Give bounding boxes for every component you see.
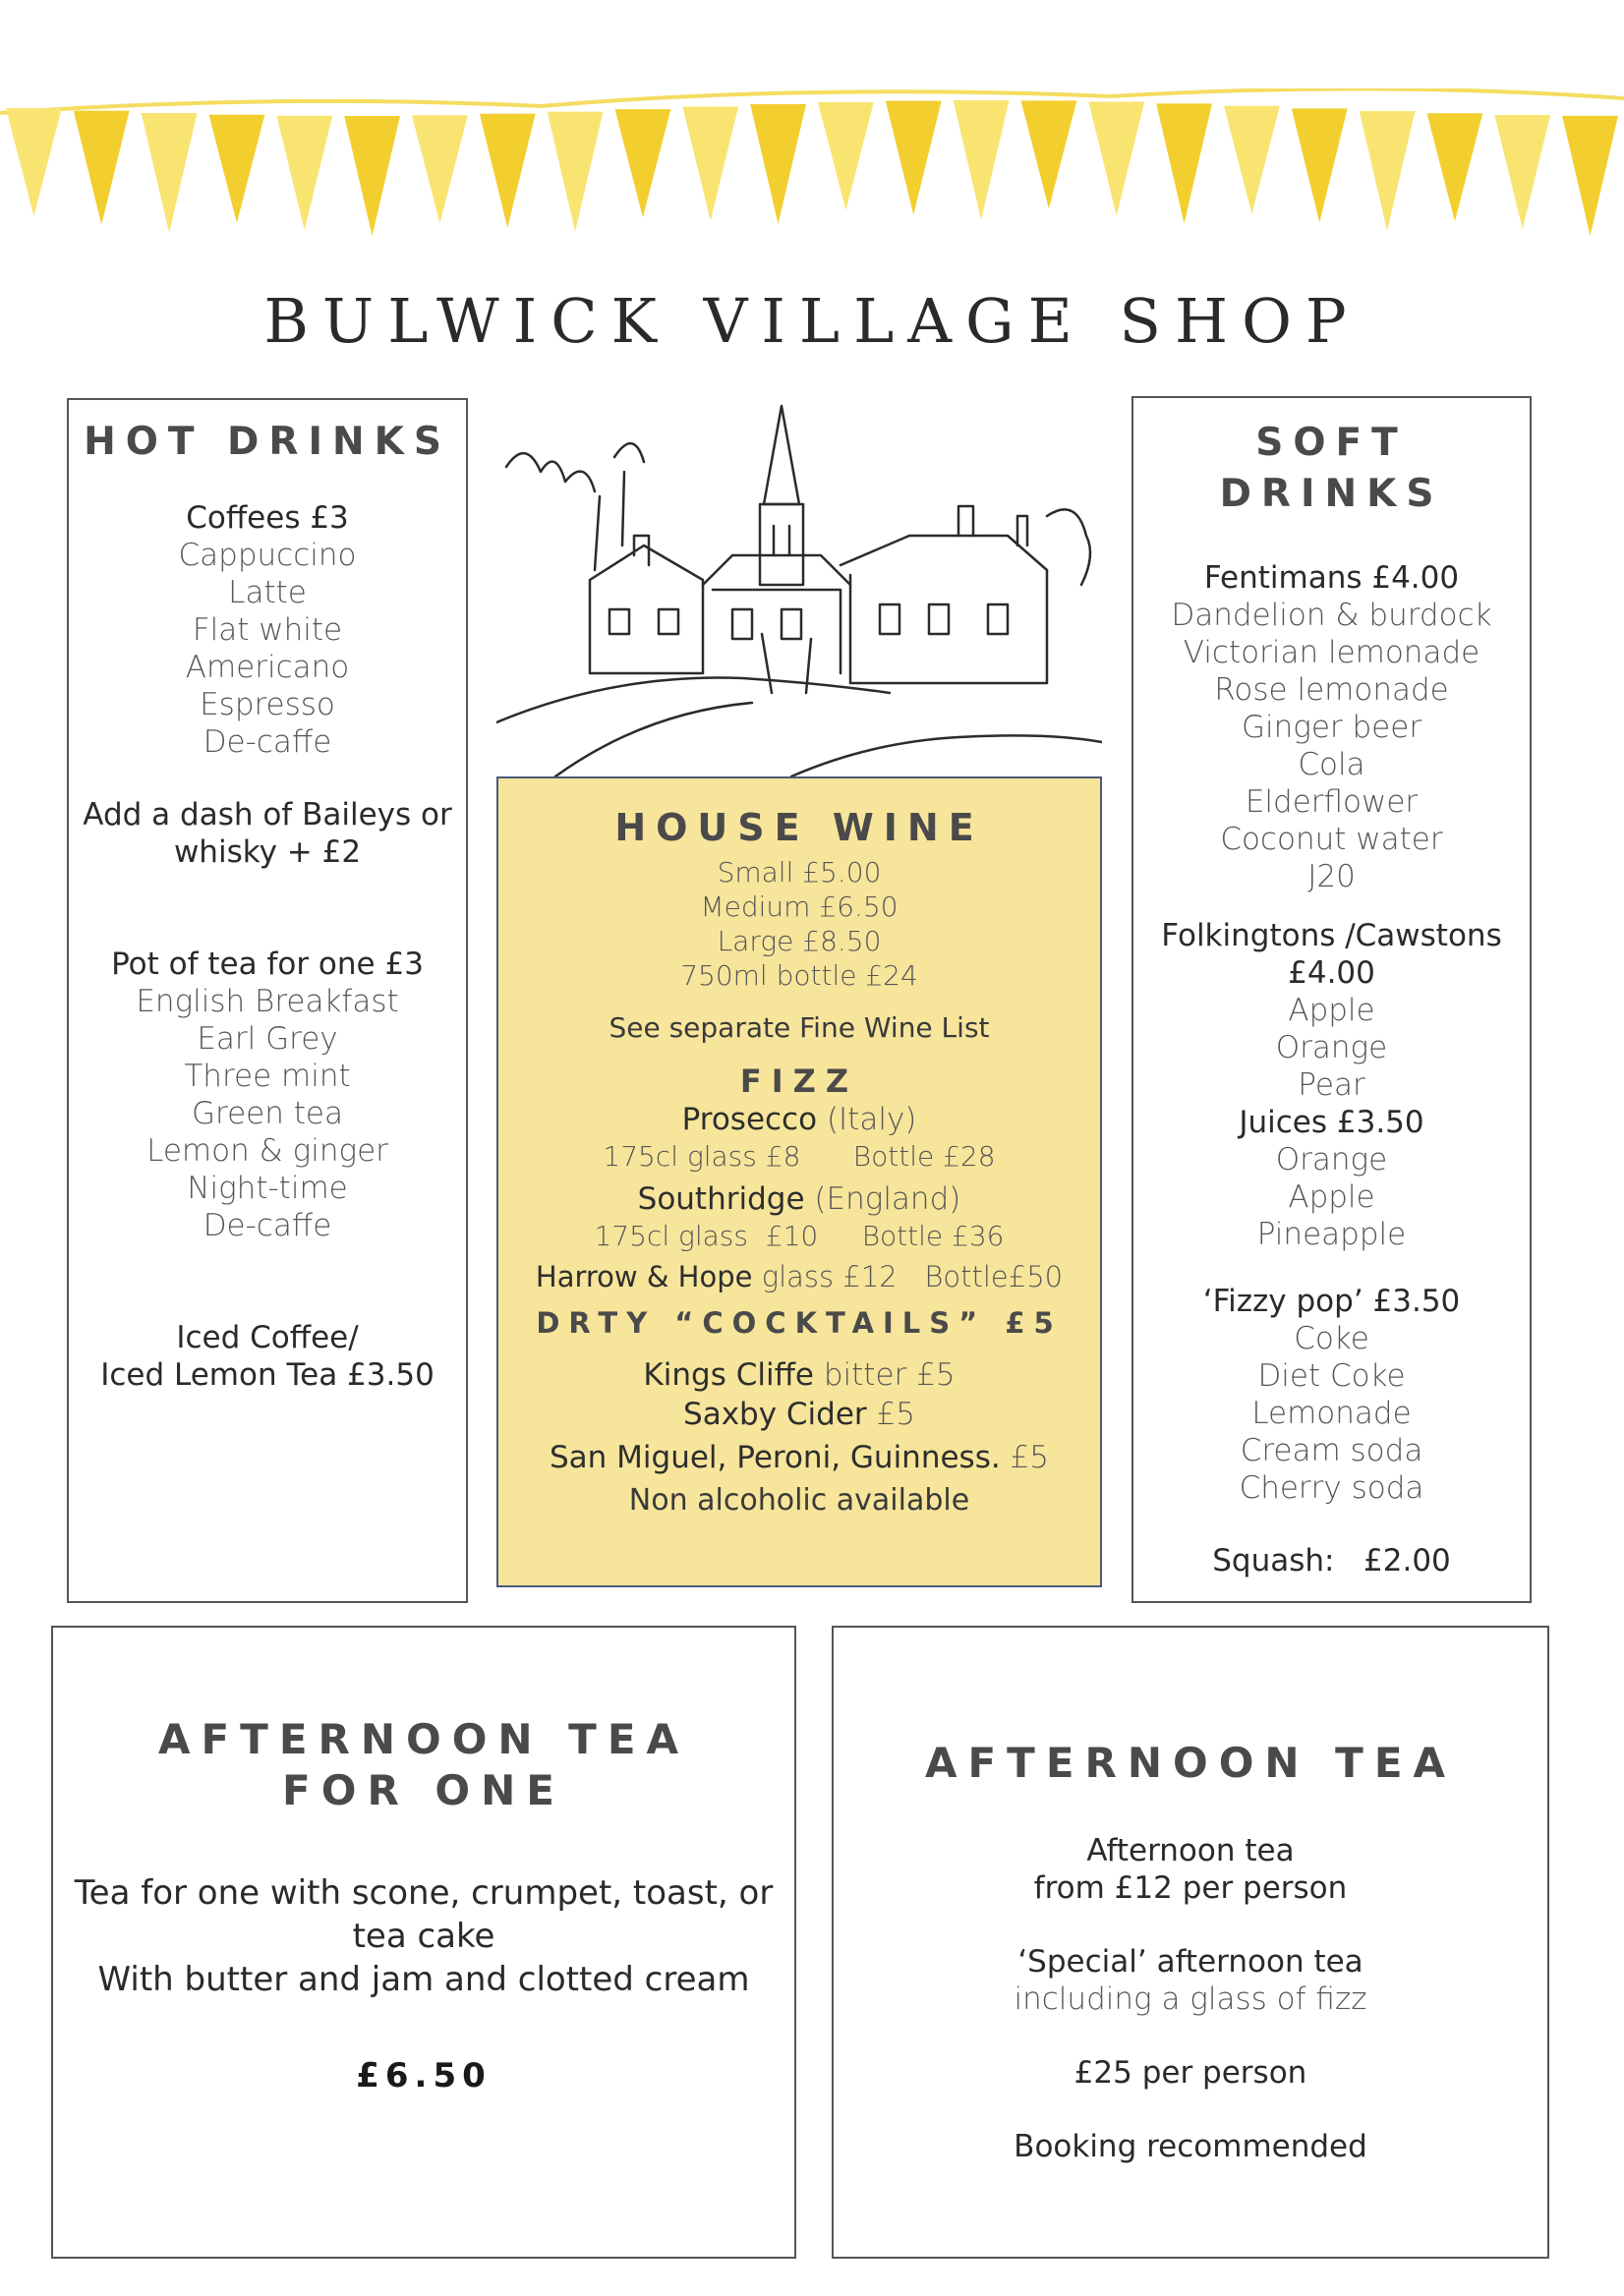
juices-title: Juices £3.50	[1239, 1105, 1424, 1140]
coffees-title: Coffees £3	[186, 500, 349, 536]
prosecco-name: Prosecco	[681, 1102, 818, 1137]
bunting-flag	[1360, 111, 1416, 231]
hot-drinks-panel	[67, 398, 468, 1603]
bunting-flag	[886, 101, 942, 215]
special-tea-line-2: including a glass of fizz	[1014, 1981, 1367, 2017]
bunting-flag	[209, 115, 265, 223]
bunting-flag	[1427, 113, 1483, 221]
list-item: Orange	[1275, 1030, 1388, 1065]
prosecco-origin: (Italy)	[826, 1102, 917, 1137]
list-item: De-caffe	[203, 724, 332, 760]
list-item: Rose lemonade	[1214, 672, 1449, 708]
list-item: Latte	[228, 575, 307, 610]
tea-for-one-desc-1: Tea for one with scone, crumpet, toast, or	[74, 1873, 774, 1913]
southridge-prices: 175cl glass £10 Bottle £36	[594, 1220, 1005, 1252]
bunting-decoration	[0, 88, 1624, 246]
folkingtons-title: Folkingtons /Cawstons	[1161, 918, 1502, 953]
list-item: Lemon & ginger	[146, 1133, 388, 1169]
beers-name: San Miguel, Peroni, Guinness.	[549, 1440, 1001, 1475]
list-item: Cola	[1298, 747, 1365, 782]
list-item: Flat white	[192, 612, 343, 648]
southridge-line	[498, 1179, 1100, 1219]
list-item: Coke	[1294, 1321, 1369, 1356]
bunting-flag	[344, 116, 400, 236]
harrow-name: Harrow & Hope	[535, 1260, 753, 1293]
list-item: Elderflower	[1245, 784, 1419, 820]
bunting-flag	[1224, 106, 1280, 214]
bunting-flag	[1088, 101, 1144, 215]
list-item: Apple	[1288, 993, 1375, 1028]
bunting-flag	[1021, 100, 1077, 208]
bunting-flag	[1156, 103, 1212, 223]
wine-price-large: Large £8.50	[717, 925, 882, 957]
fizzy-pop-list	[1133, 1320, 1530, 1507]
house-wine-panel	[496, 776, 1102, 1587]
booking-note: Booking recommended	[1014, 2129, 1367, 2164]
tea-for-one-desc-3: With butter and jam and clotted cream	[97, 1960, 750, 1999]
list-item: Cappuccino	[178, 538, 357, 573]
tea-list	[69, 983, 466, 1244]
bunting-flag	[954, 100, 1010, 220]
southridge-name: Southridge	[637, 1181, 805, 1217]
baileys-line: Add a dash of Baileys or	[83, 797, 452, 832]
prosecco-prices: 175cl glass £8 Bottle £28	[603, 1140, 996, 1173]
tea-for-one-desc-2: tea cake	[352, 1917, 495, 1956]
afternoon-tea-heading: AFTERNOON TEA	[924, 1739, 1457, 1787]
bunting-flag	[74, 111, 130, 225]
list-item: Diet Coke	[1257, 1358, 1406, 1394]
soft-drinks-heading-1: SOFT	[1255, 421, 1408, 465]
saxby-name: Saxby Cider	[683, 1397, 867, 1432]
list-item: De-caffe	[203, 1208, 332, 1243]
saxby-line	[498, 1395, 1100, 1434]
fentimans-title: Fentimans £4.00	[1203, 560, 1460, 596]
folkingtons-list	[1133, 992, 1530, 1104]
bunting-flag	[6, 108, 62, 216]
list-item: Three mint	[184, 1059, 351, 1094]
squash-line: Squash: £2.00	[1212, 1543, 1451, 1578]
tea-for-one-heading-1: AFTERNOON TEA	[157, 1715, 690, 1763]
iced-line-1: Iced Coffee/	[176, 1320, 359, 1355]
list-item: Ginger beer	[1241, 710, 1422, 745]
coffee-list	[69, 537, 466, 761]
afternoon-tea-line-1: Afternoon tea	[1086, 1833, 1295, 1868]
page-title: BULWICK VILLAGE SHOP	[263, 285, 1361, 357]
special-tea-price: £25 per person	[1073, 2055, 1307, 2091]
fizz-heading: FIZZ	[739, 1062, 859, 1100]
southridge-origin: (England)	[814, 1181, 961, 1217]
bunting-flag	[682, 106, 738, 220]
bunting-flag	[1562, 116, 1618, 236]
prosecco-line	[498, 1100, 1100, 1139]
tea-for-one-price: £6.50	[356, 2056, 492, 2095]
iced-line-2: Iced Lemon Tea £3.50	[100, 1357, 435, 1393]
list-item: Dandelion & burdock	[1171, 598, 1492, 633]
list-item: Orange	[1275, 1142, 1388, 1177]
non-alcoholic-note: Non alcoholic available	[628, 1483, 970, 1518]
beers-price: £5	[1010, 1440, 1050, 1475]
bunting-flag	[548, 112, 604, 232]
bunting-flag	[750, 104, 806, 224]
list-item: Lemonade	[1251, 1396, 1412, 1431]
list-item: Cherry soda	[1239, 1470, 1424, 1506]
list-item: Coconut water	[1220, 822, 1443, 857]
bunting-flag	[480, 114, 536, 228]
kings-cliffe-name: Kings Cliffe	[643, 1357, 814, 1393]
kings-cliffe-price: bitter £5	[823, 1357, 956, 1393]
bunting-string	[0, 88, 1624, 113]
whisky-line: whisky + £2	[173, 834, 362, 870]
list-item: Night-time	[187, 1171, 348, 1206]
list-item: Pear	[1298, 1067, 1365, 1103]
tea-for-one-heading-2: FOR ONE	[282, 1766, 565, 1814]
bunting-flag	[818, 102, 874, 210]
list-item: Pineapple	[1256, 1217, 1407, 1252]
afternoon-tea-for-one-panel	[51, 1626, 796, 2259]
hot-drinks-heading: HOT DRINKS	[84, 420, 451, 464]
bunting-flag	[1494, 115, 1550, 229]
bunting-flag	[615, 109, 671, 217]
beers-line	[498, 1438, 1100, 1477]
list-item: Cream soda	[1240, 1433, 1423, 1468]
saxby-price: £5	[876, 1397, 915, 1432]
afternoon-tea-line-2: from £12 per person	[1033, 1870, 1348, 1906]
list-item: J20	[1307, 859, 1356, 894]
cocktails-heading: DRTY “COCKTAILS” £5	[536, 1306, 1063, 1340]
harrow-line	[498, 1257, 1100, 1296]
folkingtons-price: £4.00	[1288, 955, 1375, 991]
village-sketch-illustration	[496, 398, 1102, 776]
list-item: Green tea	[192, 1096, 343, 1131]
wine-price-bottle: 750ml bottle £24	[680, 959, 918, 992]
fentimans-list	[1133, 597, 1530, 895]
list-item: Earl Grey	[197, 1021, 338, 1057]
list-item: Espresso	[200, 687, 335, 722]
afternoon-tea-panel	[832, 1626, 1549, 2259]
soft-drinks-panel	[1131, 396, 1532, 1603]
fizzy-pop-title: ‘Fizzy pop’ £3.50	[1202, 1284, 1461, 1319]
list-item: Apple	[1288, 1179, 1375, 1215]
bunting-flag	[412, 115, 468, 223]
list-item: English Breakfast	[136, 984, 399, 1019]
wine-price-small: Small £5.00	[717, 856, 882, 889]
bunting-flag	[142, 113, 198, 233]
wine-price-medium: Medium £6.50	[700, 890, 899, 923]
bunting-flag	[1292, 108, 1348, 222]
soft-drinks-heading-2: DRINKS	[1219, 472, 1444, 516]
special-tea-line-1: ‘Special’ afternoon tea	[1017, 1944, 1363, 1980]
bunting-flag	[276, 116, 332, 230]
juices-list	[1133, 1141, 1530, 1253]
harrow-prices: glass £12 Bottle£50	[761, 1260, 1064, 1293]
kings-cliffe-line	[498, 1355, 1100, 1395]
tea-title: Pot of tea for one £3	[111, 947, 424, 982]
list-item: Americano	[185, 650, 350, 685]
fine-wine-note: See separate Fine Wine List	[609, 1011, 990, 1044]
list-item: Victorian lemonade	[1183, 635, 1480, 670]
house-wine-heading: HOUSE WINE	[614, 806, 984, 849]
